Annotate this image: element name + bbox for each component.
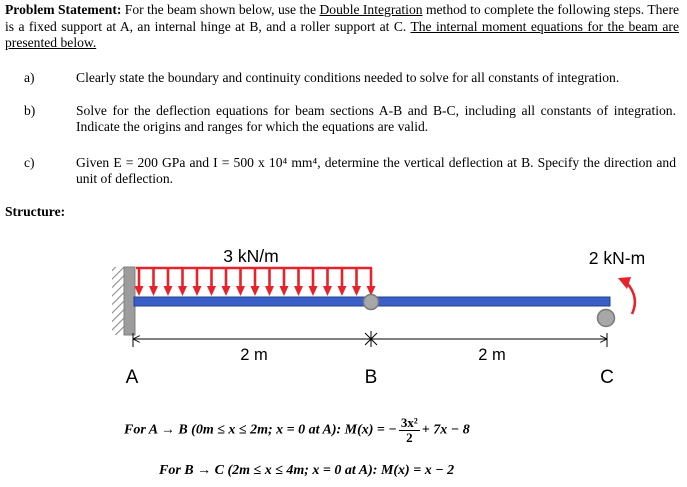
- question-text: Given E = 200 GPa and I = 500 x 10⁴ mm⁴, determine the vertical deflection at B. Specify the direction and unit of deflection.: [76, 155, 676, 187]
- moment-equations-note: The internal moment equations for the beam are presented below.: [5, 18, 679, 51]
- equation-ab-numerator: 3x²: [400, 415, 418, 430]
- load-arrowhead: [265, 286, 274, 296]
- problem-heading: Problem Statement:: [5, 2, 122, 17]
- question-text: Clearly state the boundary and continuity conditions needed to solve for all constants of integration.: [76, 70, 620, 85]
- moment-equation-bc: For B → C (2m ≤ x ≤ 4m; x = 0 at A): M(x) = x − 2: [159, 463, 455, 478]
- dimension-line: [133, 331, 607, 347]
- load-arrowhead: [149, 286, 158, 296]
- distributed-load: [135, 268, 376, 296]
- load-arrowhead: [207, 286, 216, 296]
- load-arrowhead: [338, 286, 347, 296]
- problem-text-1: For the beam shown below, use the: [121, 2, 320, 17]
- fixed-support: [112, 267, 135, 335]
- load-arrowhead: [222, 286, 231, 296]
- question-label: b): [24, 103, 36, 118]
- question-text: Solve for the deflection equations for beam sections A-B and B-C, including all constants of integration. Indicate the origins and ranges for which the equations are valid.: [76, 103, 676, 135]
- dimension-ab: 2 m: [240, 346, 268, 364]
- double-integration-link[interactable]: Double Integration: [319, 2, 423, 17]
- load-arrowhead: [294, 286, 303, 296]
- problem-text-2: method to complete the following steps. There is a fixed support at A, an internal hinge at B, and a roller support at C.: [5, 2, 680, 34]
- load-arrowhead: [280, 286, 289, 296]
- point-b-label: B: [364, 367, 378, 388]
- load-arrowhead: [251, 286, 260, 296]
- moment-equation-ab: [124, 416, 470, 445]
- equation-ab-fraction: [399, 416, 420, 445]
- load-arrowhead: [193, 286, 202, 296]
- equation-ab-denominator: 2: [406, 430, 413, 445]
- load-arrowhead: [178, 286, 187, 296]
- moment-label: 2 kN-m: [588, 248, 646, 268]
- point-a-label: A: [125, 367, 139, 388]
- load-arrowhead: [323, 286, 332, 296]
- question-label: c): [24, 155, 35, 170]
- internal-hinge: [364, 295, 379, 310]
- dimension-bc: 2 m: [478, 346, 506, 364]
- load-label: 3 kN/m: [223, 246, 279, 266]
- roller-support: [598, 310, 615, 327]
- load-arrowhead: [164, 286, 173, 296]
- load-arrowhead: [236, 286, 245, 296]
- equation-ab-right: + 7x − 8: [421, 422, 470, 438]
- question-label: a): [24, 70, 35, 85]
- structure-label: Structure:: [5, 204, 66, 219]
- load-arrowhead: [135, 286, 144, 296]
- point-c-label: C: [600, 367, 614, 388]
- equation-ab-left: For A → B (0m ≤ x ≤ 2m; x = 0 at A): M(x) = −: [124, 422, 397, 438]
- load-arrowhead: [309, 286, 318, 296]
- load-arrowhead: [352, 286, 361, 296]
